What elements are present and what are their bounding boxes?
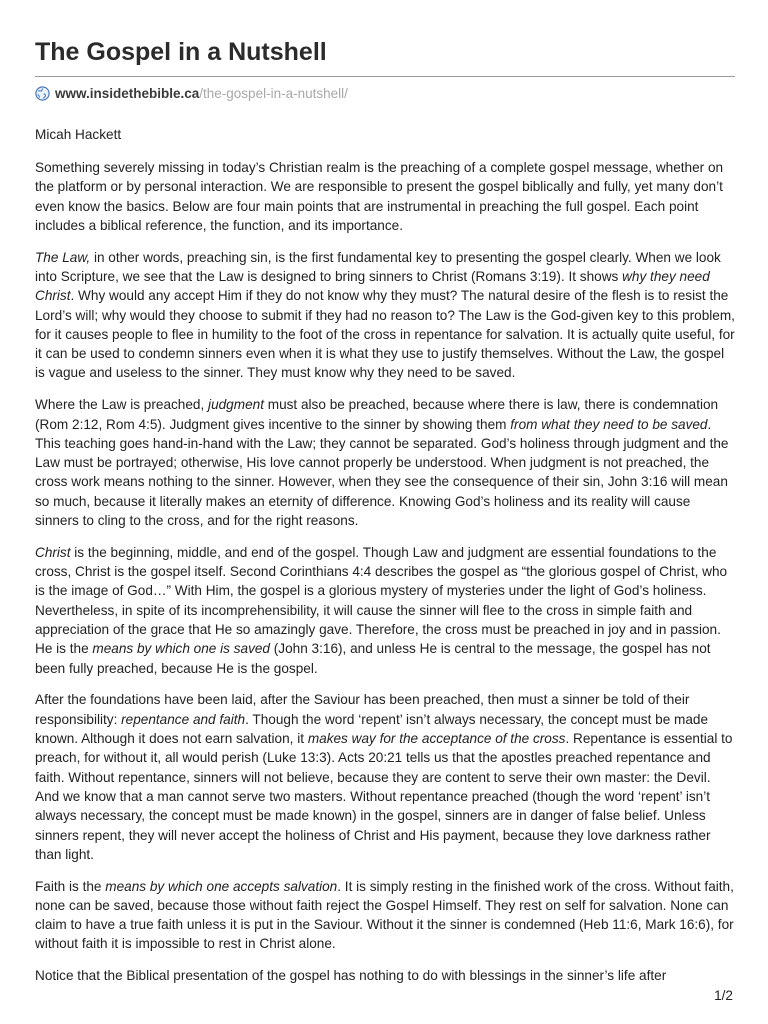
paragraph-text: . Why would any accept Him if they do not know why they must? The natural desire of the flesh is to resist the Lord’s will; why would they choose to submit if they had no reason to? The Law is the God-given key to this problem, for it causes people to flee in humility to the foot of the cross in repentance for salvation. It is actually quite useful, for it can be used to condemn sinners even when it is what they use to justify themselves. Without the Law, the gospel is vague and useless to the sinner. They must know why they need to be saved. — [35, 288, 735, 381]
body-paragraph — [35, 543, 735, 678]
emphasis-text: means by which one is saved — [92, 641, 270, 657]
emphasis-text: means by which one accepts salvation — [105, 878, 338, 894]
source-link[interactable] — [35, 84, 348, 102]
body-paragraph — [35, 248, 735, 383]
globe-icon — [35, 86, 50, 101]
emphasis-text: repentance and faith — [121, 711, 246, 727]
emphasis-text: makes way for the acceptance of the cross — [307, 731, 566, 747]
emphasis-text: The Law, — [35, 249, 91, 265]
body-paragraph — [35, 395, 735, 530]
paragraph-text: Notice that the Biblical presentation of the gospel has nothing to do with blessings in the sinner’s life after — [35, 968, 667, 984]
paragraph-text: in other words, preaching sin, is the first fundamental key to presenting the gospel clearly. When we look into Scripture, we see that the Law is designed to bring sinners to Christ (Romans 3:19). It shows — [35, 249, 721, 284]
emphasis-text: from what they need to be saved — [510, 416, 708, 432]
page-title: The Gospel in a Nutshell — [35, 38, 327, 66]
body-paragraph — [35, 690, 735, 864]
paragraph-text: . Though the word ‘repent’ isn’t always necessary, the concept must be made known. Although it does not earn salvation, it — [35, 711, 709, 747]
source-domain[interactable]: www.insidethebible.ca — [55, 85, 200, 101]
emphasis-text: why they need Christ — [35, 268, 710, 304]
body-paragraph — [35, 877, 735, 954]
paragraph-text: Where the Law is preached, — [35, 397, 209, 413]
paragraph-text: . This teaching goes hand-in-hand with the Law; they cannot be separated. God’s holiness through judgment and the Law must be portrayed; otherwise, His love cannot properly be understood. When judgment is not preached, the cross work means nothing to the sinner. However, when they see the consequence of their sin, John 3:16 will mean so much, because it literally makes an eternity of difference. Knowing God’s holiness and its reality will cause sinners to cling to the cross, and for the right reasons. — [35, 416, 729, 529]
page-number: 1/2 — [714, 988, 733, 1003]
source-path[interactable]: /the-gospel-in-a-nutshell/ — [199, 85, 348, 101]
paragraph-text: . It is simply resting in the finished work of the cross. Without faith, none can be saved, because those without faith reject the Gospel Himself. They rest on self for salvation. None can claim to have a true faith unless it is put in the Saviour. Without it the sinner is condemned (Heb 11:6, Mark 16:6), for without faith it is impossible to rest in Christ alone. — [35, 878, 734, 952]
paragraph-text: . Repentance is essential to preach, for without it, all would perish (Luke 13:3). Acts 20:21 tells us that the apostles preached repentance and faith. Without repentance, sinners will not believe, because they are content to serve their own master: the Devil. And we know that a man cannot serve two masters. Without repentance preached (though the word ‘repent’ isn’t always necessary, the concept must be made known) in the gospel, sinners are in danger of false belief. Unless sinners repent, they will never accept the holiness of Christ and His payment, because they love darkness rather than light. — [35, 731, 733, 862]
emphasis-text: Christ — [35, 544, 71, 560]
emphasis-text: judgment — [208, 397, 264, 413]
paragraph-text: Something severely missing in today’s Christian realm is the preaching of a complete gospel message, whether on the platform or by personal interaction. We are responsible to present the gospel biblically and fully, yet many don’t even know the basics. Below are four main points that are instrumental in preaching the full gospel. Each point includes a biblical reference, the function, and its importance. — [35, 160, 724, 233]
paragraph-text: Faith is the — [35, 878, 106, 894]
paragraph-text: is the beginning, middle, and end of the gospel. Though Law and judgment are essential foundations to the cross, Christ is the gospel itself. Second Corinthians 4:4 describes the gospel as “the glorious gospel of Christ, who is the image of God…” With Him, the gospel is a glorious mystery of mysteries under the light of God’s holiness. Nevertheless, in spite of its incomprehensibility, it will cause the sinner will flee to the cross in simple faith and appreciation of the grace that He so amazingly gave. Therefore, the cross must be preached in joy and in passion. He is the — [35, 544, 728, 657]
paragraph-text: (John 3:16), and unless He is central to the message, the gospel has not been fully preached, because He is the gospel. — [35, 641, 711, 676]
body-paragraph — [35, 966, 735, 985]
title-divider — [35, 76, 735, 77]
article-body — [35, 158, 735, 998]
paragraph-text: must also be preached, because where there is law, there is condemnation (Rom 2:12, Rom 4:5). Judgment gives incentive to the sinner by showing them — [35, 397, 719, 432]
paragraph-text: After the foundations have been laid, after the Saviour has been preached, then must a sinner be told of their responsibility: — [35, 692, 690, 727]
author-name: Micah Hackett — [35, 127, 122, 142]
body-paragraph — [35, 158, 735, 235]
